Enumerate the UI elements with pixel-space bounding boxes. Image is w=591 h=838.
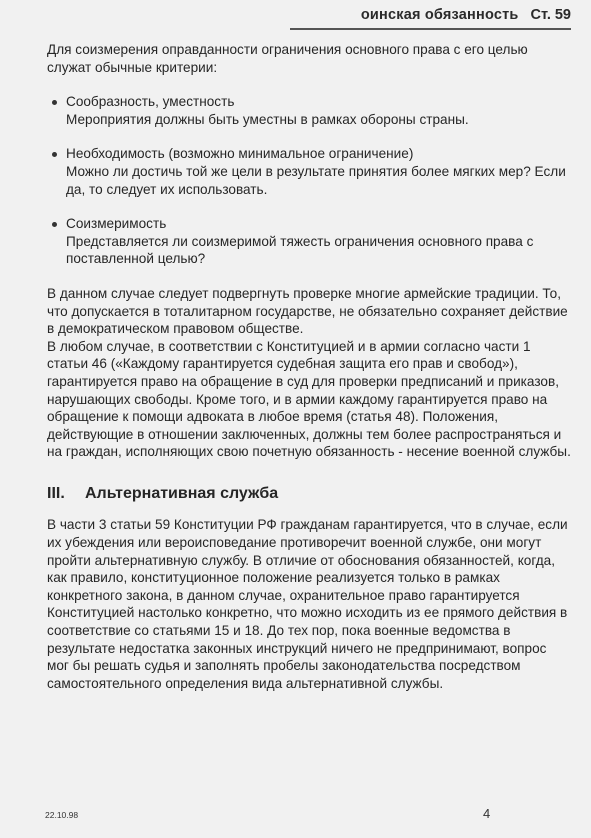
section-title: Альтернативная служба xyxy=(85,484,279,502)
body-paragraph: В любом случае, в соответствии с Конституцией и в армии согласно части 1 статьи 46 («Каждому гарантируется судебная защита его прав и свобод»), гарантируется право на обращение в суд для проверки предписаний и приказов, нарушающих свободы. Кроме того, и в армии каждому гарантируется право на обращение к помощи адвоката в любое время (статья 48). Положения, действующие в отношении заключенных, должны тем более распространяться и на граждан, исполняющих свою почетную обязанность - несение военной службы. xyxy=(47,338,571,460)
body-paragraphs xyxy=(47,285,572,461)
criterion-title: Соизмеримость xyxy=(66,216,167,232)
bullet-icon xyxy=(52,152,57,157)
body-paragraph: В данном случае следует подвергнуть проверке многие армейские традиции. То, что допускается в тоталитарном государстве, не обязательно сохраняет действие в демократическом правовом обществе. xyxy=(47,285,568,337)
page-body xyxy=(47,41,572,692)
running-header xyxy=(300,4,571,26)
criterion-title: Сообразность, уместность xyxy=(66,94,235,110)
criterion-item xyxy=(47,145,572,198)
section-paragraph: В части 3 статьи 59 Конституции РФ гражданам гарантируется, что в случае, если их убеждения или вероисповедание противоречит военной службе, они могут пройти альтернативную службу. В отличие от обоснования обязанностей, когда, как правило, конституционное положение реализуется только в рамках конкретного закона, в данном случае, охранительное право гарантируется Конституцией настолько конкретно, что можно исходить из ее прямого действия в соответствие со статьями 15 и 18. До тех пор, пока военные ведомства в результате недостатка законных инструкций ничего не предпринимают, вопрос мог бы решать судья и заполнять пробелы законодательства посредством самостоятельного определения вида альтернативной службы. xyxy=(47,517,568,691)
header-rule xyxy=(290,28,571,30)
criterion-item xyxy=(47,93,572,128)
intro-paragraph: Для соизмерения оправданности ограничения основного права с его целью служат обычные критерии: xyxy=(47,42,528,75)
criterion-item xyxy=(47,215,572,268)
criterion-title: Необходимость (возможно минимальное ограничение) xyxy=(66,146,414,162)
header-title: оинская обязанность xyxy=(360,7,519,23)
bullet-icon xyxy=(52,222,57,227)
criterion-text: Представляется ли соизмеримой тяжесть ограничения основного права с поставленной целью? xyxy=(66,233,534,267)
header-page-ref: Ст. 59 xyxy=(530,7,571,23)
bullet-icon xyxy=(52,100,57,105)
criterion-text: Можно ли достичь той же цели в результате принятия более мягких мер? Если да, то следует их использовать. xyxy=(66,163,566,197)
section-heading xyxy=(47,485,572,503)
criterion-text: Мероприятия должны быть уместны в рамках обороны страны. xyxy=(66,111,469,127)
footer-page-number: 4 xyxy=(483,806,491,821)
footer-date: 22.10.98 xyxy=(45,810,79,820)
section-number: III. xyxy=(47,484,65,502)
